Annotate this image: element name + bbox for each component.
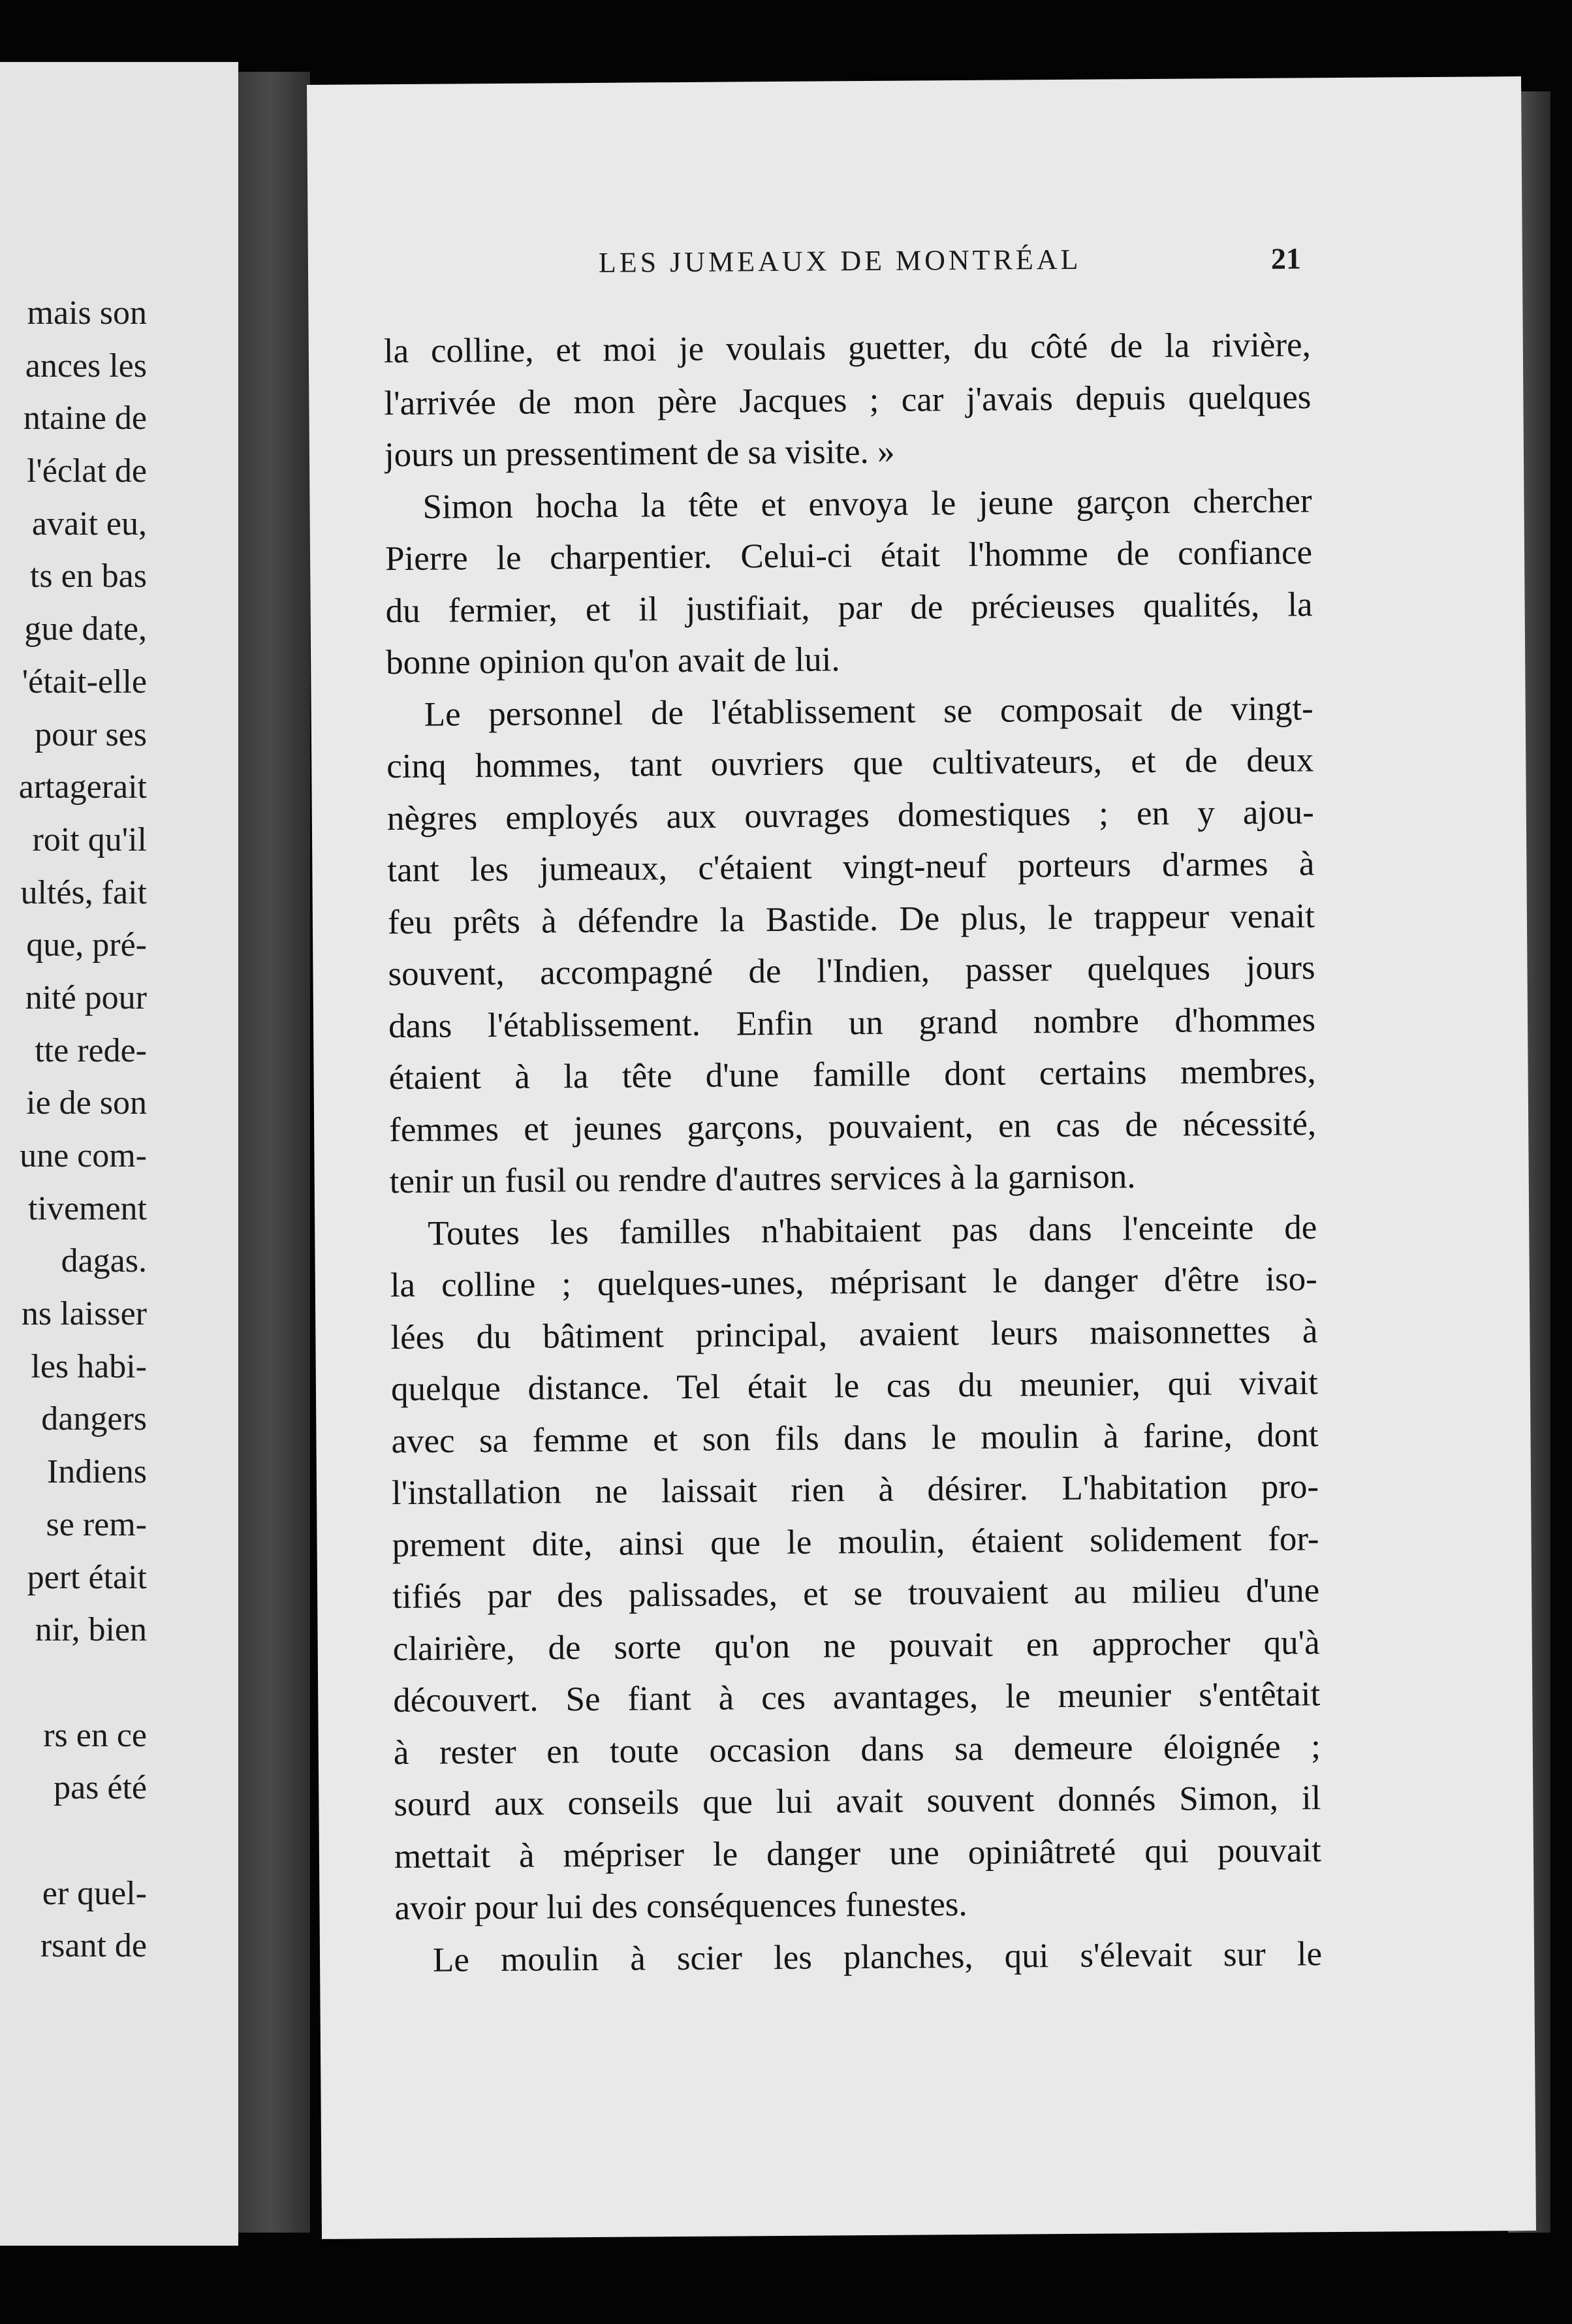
previous-page-line: rs en ce [43, 1716, 147, 1754]
page-number: 21 [1270, 242, 1302, 275]
text-line: quelque distance. Tel était le cas du meunier, qui vivait [390, 1364, 1319, 1409]
previous-page-line: Indiens [46, 1453, 147, 1491]
previous-page-line: nir, bien [35, 1611, 147, 1649]
previous-page-line: dagas. [61, 1242, 147, 1280]
text-line: mettait à mépriser le danger une opiniâtreté qui pouvait [394, 1830, 1322, 1876]
previous-page-line: ultés, fait [20, 873, 147, 911]
previous-page-line: avait eu, [31, 505, 147, 542]
text-line: feu prêts à défendre la Bastide. De plus, le trappeur venait [387, 896, 1315, 941]
text-line: du fermier, et il justifiait, par de précieuses qualités, la [385, 585, 1313, 630]
previous-page-line: que, pré- [26, 926, 147, 964]
previous-page-line: ntaine de [23, 400, 147, 437]
text-line: jours un pressentiment de sa visite. » [384, 432, 895, 475]
text-line: tenir un fusil ou rendre d'autres services à la garnison. [389, 1157, 1136, 1201]
text-line: l'installation ne laissait rien à désirer. L'habitation pro- [391, 1468, 1319, 1513]
running-title: LES JUMEAUX DE MONTRÉAL [598, 243, 1082, 279]
previous-page-line: pour ses [35, 715, 147, 753]
previous-page-line: pas été [54, 1769, 147, 1807]
text-line: cinq hommes, tant ouvriers que cultivateurs, et de deux [386, 741, 1314, 786]
previous-page-line: une com- [20, 1137, 147, 1174]
text-line: la colline, et moi je voulais guetter, du côté de la rivière, [383, 326, 1312, 371]
text-line: prement dite, ainsi que le moulin, étaient solidement for- [392, 1519, 1319, 1564]
previous-page-line: rsant de [40, 1927, 147, 1965]
text-line: Toutes les familles n'habitaient pas dans l'enceinte de [428, 1208, 1317, 1253]
text-line: lées du bâtiment principal, avaient leurs maisonnettes à [390, 1311, 1318, 1357]
text-line: femmes et jeunes garçons, pouvaient, en cas de nécessité, [388, 1104, 1317, 1149]
previous-page-line: roit qu'il [32, 821, 147, 858]
text-line: avec sa femme et son fils dans le moulin à farine, dont [391, 1415, 1319, 1460]
previous-page-line: 'était-elle [22, 663, 147, 700]
previous-page-line: ts en bas [29, 557, 147, 595]
previous-page-line: pert était [27, 1558, 147, 1596]
previous-page-blank-line [0, 1657, 147, 1710]
text-line: à rester en toute occasion dans sa demeure éloignée ; [393, 1727, 1321, 1772]
text-line: nègres employés aux ouvrages domestiques ; en y ajou- [386, 793, 1315, 838]
text-line: souvent, accompagné de l'Indien, passer quelques jours [388, 949, 1315, 994]
running-head [308, 240, 1522, 294]
text-line: Pierre le charpentier. Celui-ci était l'homme de confiance [385, 533, 1313, 578]
previous-page-line: er quel- [42, 1874, 147, 1912]
text-line: la colline ; quelques-unes, méprisant le danger d'être iso- [390, 1260, 1318, 1305]
previous-page-line: les habi- [31, 1347, 147, 1385]
text-line: dans l'établissement. Enfin un grand nombre d'hommes [388, 1000, 1316, 1045]
previous-page-line: artagerait [18, 768, 147, 806]
previous-page-line: l'éclat de [26, 452, 147, 490]
book-gutter [238, 72, 310, 2233]
previous-page-line: se rem- [46, 1505, 147, 1543]
text-line: Le personnel de l'établissement se composait de vingt- [424, 689, 1313, 734]
text-line: tant les jumeaux, c'étaient vingt-neuf porteurs d'armes à [387, 845, 1315, 890]
text-line: tifiés par des palissades, et se trouvaient au milieu d'une [392, 1571, 1320, 1616]
text-line: Le moulin à scier les planches, qui s'élevait sur le [432, 1934, 1323, 1979]
text-line: Simon hocha la tête et envoya le jeune garçon chercher [422, 481, 1312, 526]
text-line: découvert. Se fiant à ces avantages, le meunier s'entêtait [393, 1675, 1321, 1720]
text-line: sourd aux conseils que lui avait souvent donnés Simon, il [394, 1779, 1321, 1824]
page-body-text [384, 319, 1323, 1986]
book-page [307, 76, 1536, 2239]
text-line: bonne opinion qu'on avait de lui. [385, 640, 840, 682]
previous-page-line: nité pour [25, 979, 147, 1016]
previous-page-line: tivement [28, 1189, 147, 1227]
previous-page-line: ances les [25, 347, 147, 385]
text-line: étaient à la tête d'une famille dont certains membres, [388, 1052, 1316, 1097]
previous-page-line: tte rede- [35, 1031, 147, 1069]
previous-page-line: dangers [41, 1400, 147, 1438]
text-line: avoir pour lui des conséquences funestes. [394, 1885, 967, 1928]
previous-page-line: ie de son [26, 1084, 147, 1122]
previous-page-text [0, 287, 147, 1973]
previous-page-line: ns laisser [21, 1295, 147, 1333]
text-line: l'arrivée de mon père Jacques ; car j'avais depuis quelques [384, 377, 1312, 422]
text-line: clairière, de sorte qu'on ne pouvait en approcher qu'à [392, 1623, 1320, 1668]
previous-page-blank-line [0, 1815, 147, 1868]
previous-page-fragment [0, 62, 238, 2246]
previous-page-line: mais son [27, 294, 147, 332]
previous-page-line: gue date, [24, 610, 147, 648]
